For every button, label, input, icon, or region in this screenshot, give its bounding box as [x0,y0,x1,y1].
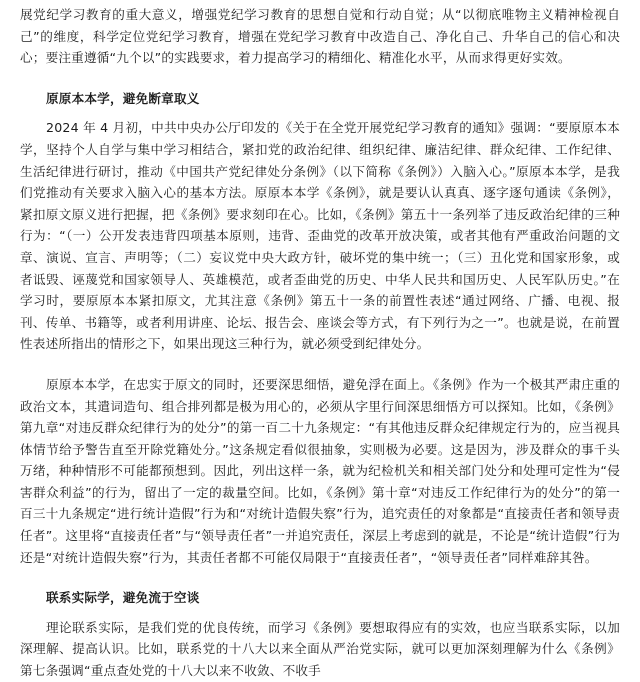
section-heading-2: 联系实际学，避免流于空谈 [46,590,200,606]
paragraph-3: 理论联系实际，是我们党的优良传统，而学习《条例》要想取得应有的实效，也应当联系实际，以加深理解、提高认识。比如，联系党的十八大以来全面从严治党实际，就可以更加深刻理解为什么《条例》第七条强调“重点查处党的十八大以来不收敛、不收手 [20,619,620,679]
section-heading-1: 原原本本学，避免断章取义 [46,90,200,106]
paragraph-1: 2024 年 4 月初，中共中央办公厅印发的《关于在全党开展党纪学习教育的通知》强调：“要原原本本学，坚持个人自学与集中学习相结合，紧扣党的政治纪律、组织纪律、廉洁纪律、群众纪律、工作纪律、生活纪律进行研讨，推动《中国共产党纪律处分条例》（以下简称《条例》）入脑入心。”原原本本学，是我们党推动有关要求入脑入心的基本方法。原原本本学《条例》，就是要认认真真、逐字逐句通读《条例》，紧扣原文原义进行把握，把《条例》要求刻印在心。比如，《条例》第五十一条列举了违反政治纪律的三种行为：“（一）公开发表违背四项基本原则，违背、歪曲党的改革开放决策，或者其他有严重政治问题的文章、演说、宣言、声明等；（二）妄议党中央大政方针，破坏党的集中统一；（三）丑化党和国家形象，或者诋毁、诬蔑党和国家领导人、英雄模范，或者歪曲党的历史、中华人民共和国历史、人民军队历史。”在学习时，要原原本本紧扣原文，尤其注意《条例》第五十一条的前置性表述“通过网络、广播、电视、报刊、传单、书籍等，或者利用讲座、论坛、报告会、座谈会等方式，有下列行为之一”。也就是说，在前置性表述所指出的情形之下，如果出现这三种行为，就必须受到纪律处分。 [20,120,620,352]
paragraph-intro: 展党纪学习教育的重大意义，增强党纪学习教育的思想自觉和行动自觉；从“以彻底唯物主义精神检视自己”的维度，科学定位党纪学习教育，增强在党纪学习教育中改造自己、净化自己、升华自己的信心和决心；要注重遵循“九个以”的实践要求，着力提高学习的精细化、精准化水平，从而求得更好实效。 [20,7,620,66]
paragraph-2: 原原本本学，在忠实于原文的同时，还要深思细悟，避免浮在面上。《条例》作为一个极其严肃庄重的政治文本，其遣词造句、组合排列都是极为用心的，必须从字里行间深思细悟方可以探知。比如，《条例》第九章“对违反群众纪律行为的处分”的第一百二十九条规定：“有其他违反群众纪律规定行为的，应当视具体情节给予警告直至开除党籍处分。”这条规定看似很抽象，实则极为必要。这是因为，涉及群众的事千头万绪，种种情形不可能都预想到。因此，列出这样一条，就为纪检机关和相关部门处分和处理可定性为“侵害群众利益”的行为，留出了一定的裁量空间。比如，《条例》第十章“对违反工作纪律行为的处分”的第一百三十九条规定“进行统计造假”行为和“对统计造假失察”行为，追究责任的对象都是“直接责任者和领导责任者”。这里将“直接责任者”与“领导责任者”一并追究责任，深层上考虑到的就是，不论是“统计造假”行为还是“对统计造假失察”行为，其责任者都不可能仅局限于“直接责任者”，“领导责任者”同样难辞其咎。 [20,376,620,565]
